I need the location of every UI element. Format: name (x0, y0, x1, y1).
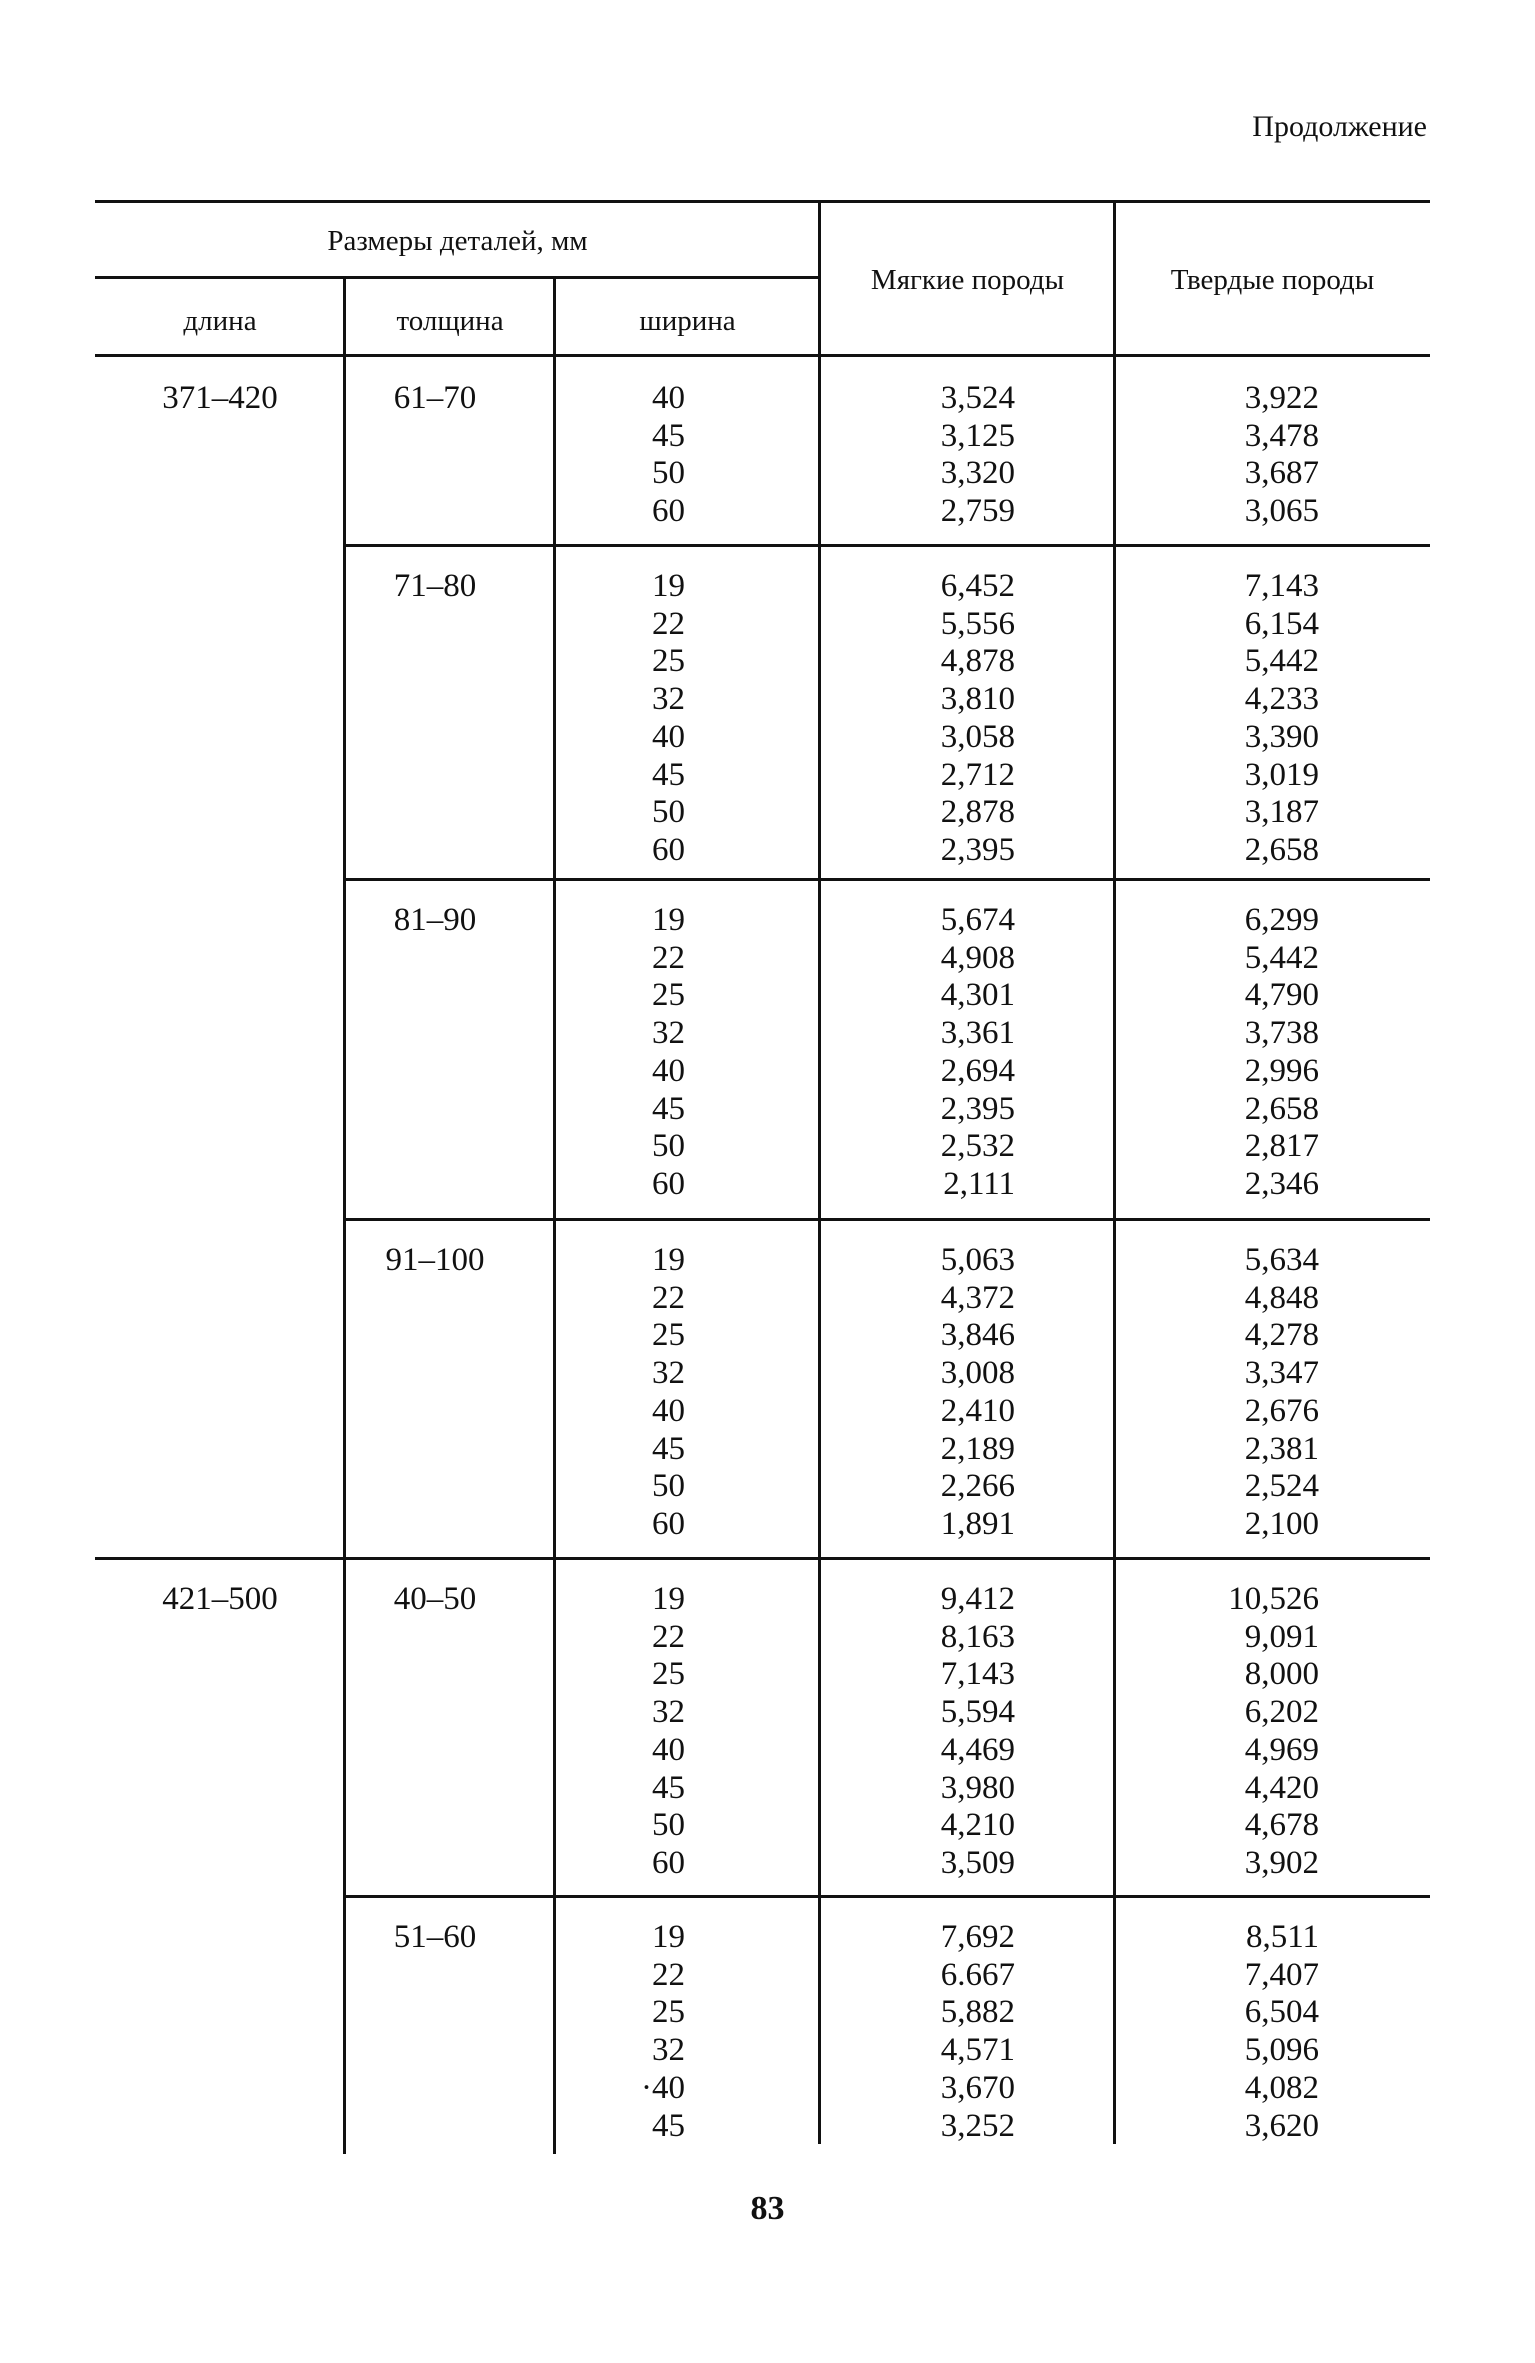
col-divider-length (343, 278, 346, 2154)
width-values: 19 22 25 32 40 45 50 60 (652, 568, 685, 868)
thickness-cell: 91–100 (385, 1242, 485, 1278)
width-values: 19 22 25 32 40 45 50 60 (652, 902, 685, 1202)
header-hard-woods: Твердые породы (1170, 264, 1375, 296)
page-number: 83 (750, 2190, 785, 2227)
header-soft-woods: Мягкие породы (870, 264, 1065, 296)
thickness-cell: 81–90 (393, 902, 477, 938)
header-width: ширина (639, 305, 736, 337)
hard-values: 7,143 6,154 5,442 4,233 3,390 3,019 3,187 2,658 (1244, 568, 1319, 868)
hard-values: 8,511 7,407 6,504 5,096 4,082 3,620 (1244, 1919, 1319, 2144)
soft-values: 3,524 3,125 3,320 2,759 (940, 380, 1015, 530)
width-values: 19 22 25 32 40 45 50 60 (652, 1581, 685, 1881)
thickness-cell: 40–50 (393, 1581, 477, 1617)
soft-values: 9,412 8,163 7,143 5,594 4,469 3,980 4,210 3,509 (940, 1581, 1015, 1881)
header-group-rule (95, 276, 820, 279)
hard-values: 6,299 5,442 4,790 3,738 2,996 2,658 2,817 2,346 (1244, 902, 1319, 1202)
header-dimensions-group: Размеры деталей, мм (327, 225, 588, 257)
header-thickness: толщина (396, 305, 504, 337)
hard-values: 5,634 4,848 4,278 3,347 2,676 2,381 2,524 2,100 (1244, 1242, 1319, 1542)
block-separator (343, 544, 1430, 547)
block-separator (343, 878, 1430, 881)
width-values: 40 45 50 60 (652, 380, 685, 530)
thickness-cell: 71–80 (393, 568, 477, 604)
width-values: 19 22 25 32 40 45 50 60 (652, 1242, 685, 1542)
soft-values: 7,692 6.667 5,882 4,571 3,670 3,252 (940, 1919, 1015, 2144)
soft-values: 6,452 5,556 4,878 3,810 3,058 2,712 2,878 2,395 (940, 568, 1015, 868)
length-cell: 421–500 (162, 1581, 278, 1617)
hard-values: 3,922 3,478 3,687 3,065 (1244, 380, 1319, 530)
block-separator (343, 1895, 1430, 1898)
thickness-cell: 51–60 (393, 1919, 477, 1955)
header-length: длина (183, 305, 257, 337)
header-bottom-rule (95, 354, 1430, 357)
thickness-cell: 61–70 (393, 380, 477, 416)
length-group-separator (95, 1557, 1430, 1560)
table-top-rule (95, 200, 1430, 203)
soft-values: 5,063 4,372 3,846 3,008 2,410 2,189 2,266 1,891 (940, 1242, 1015, 1542)
soft-values: 5,674 4,908 4,301 3,361 2,694 2,395 2,532 2,111 (940, 902, 1015, 1202)
continuation-label: Продолжение (1252, 110, 1427, 143)
length-cell: 371–420 (162, 380, 278, 416)
width-values: 19 22 25 32 ·40 45 (641, 1919, 685, 2144)
hard-values: 10,526 9,091 8,000 6,202 4,969 4,420 4,678 3,902 (1228, 1581, 1319, 1881)
block-separator (343, 1218, 1430, 1221)
